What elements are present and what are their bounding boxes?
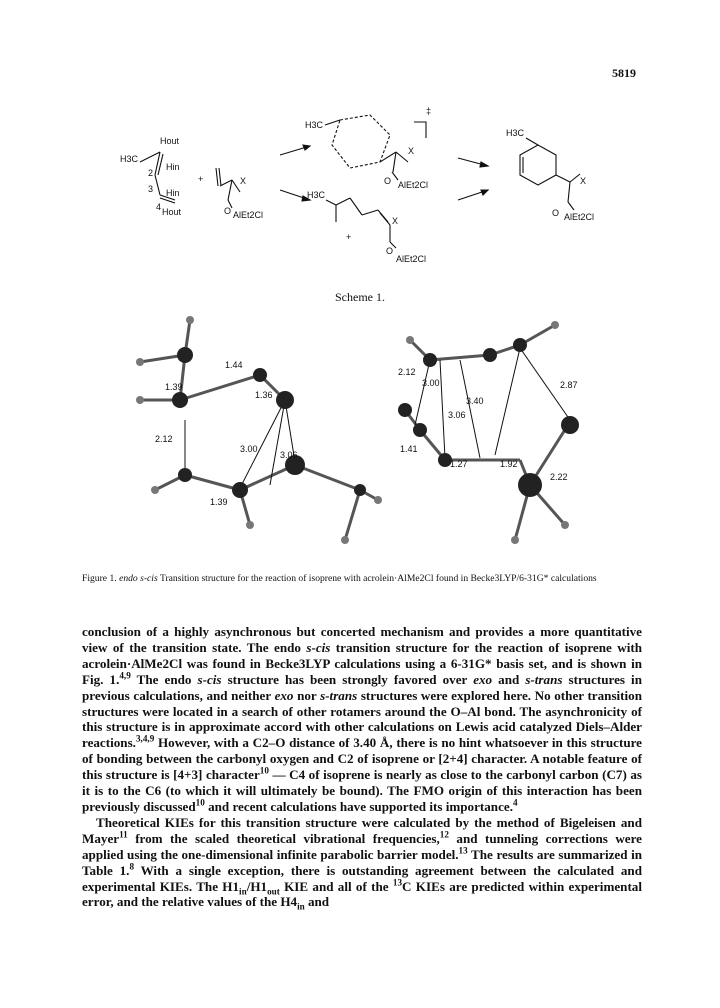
h1-in-label: Hin [166,162,180,172]
carbon-2-label: 2 [148,168,154,178]
reaction-scheme [100,100,620,310]
distance-label: 1.44 [225,360,243,370]
scheme-caption: Scheme 1. [335,290,385,304]
text-run: and [492,671,526,687]
paragraph-1 [82,624,642,815]
product-al-complex-label: AlEt2Cl [564,212,595,222]
text-italic: s-cis [197,671,222,687]
citation: 4 [512,797,518,808]
distance-label: 2.12 [398,367,416,377]
text-run: transition structure for the reaction of isoprene with acrolein·AlMe2Cl was found in Becke3LYP calculations using a 6-31G* basis set, and is shown in Fig. 1. [82,639,642,687]
subscript: in [239,886,247,897]
text-run: and [304,894,330,910]
x-label: X [240,176,247,186]
distance-label: 3.40 [466,396,484,406]
distance-label: 2.87 [560,380,578,390]
distance-label: 1.39 [165,382,183,392]
page-number: 5819 [612,66,636,80]
carbon-4-label: 4 [156,202,162,212]
text-run: /H1 [246,878,268,894]
superscript: 13 [392,877,403,888]
text-run: nor [293,687,321,703]
text-run: conclusion of a highly asynchronous but concerted mechanism and provides a more quantitative view of the transition state. The endo [82,624,642,655]
transition-structure-figure [110,300,620,562]
text-italic: s-cis [306,639,331,655]
distance-label: 1.92 [500,459,518,469]
figure-caption [82,572,642,585]
distance-label: 3.00 [422,378,440,388]
distance-label: 1.41 [400,444,418,454]
citation: 12 [439,829,449,840]
subscript: in [297,902,305,913]
al-complex-label: AlEt2Cl [233,210,264,220]
text-run: C KIEs are predicted within experimental error, and the relative values of the H4 [82,878,642,910]
zw-methyl-label: H3C [307,190,326,200]
text-run: The endo [130,671,198,687]
text-run: However, with a C2–O distance of 3.40 Å, there is no hint whatsoever in this structure of bonding between the carbonyl oxygen and C2 of isoprene or [2+4] character. A notable feature of this structure is [4+3] character [82,735,642,783]
oxygen-label: O [224,206,232,216]
text-run: — C4 of isoprene is nearly as close to the carbonyl carbon (C7) as it is to the C6 (to which it will ultimately be bound). The FMO origin of this interaction has been previously discussed [82,767,643,814]
h4-out-label: Hout [162,207,182,217]
citation: 11 [119,829,128,840]
product-x-label: X [580,176,587,186]
citation: 10 [195,797,205,808]
ts-methyl-label: H3C [305,120,324,130]
text-run: KIE and all of the [279,878,393,894]
text-italic: exo [274,687,294,703]
text-run: and tunneling corrections were applied using the one-dimensional infinite parabolic barrier model. [82,830,642,862]
citation: 4,9 [119,670,131,681]
ts-x-label: X [408,146,415,156]
zw-plus-sign: + [346,232,352,242]
text-italic: s-trans [320,687,358,703]
distance-label: 1.36 [255,390,273,400]
distance-label: 1.39 [210,497,228,507]
body-text [82,624,643,913]
text-run: structure has been strongly favored over [221,671,474,687]
product-methyl-label: H3C [506,128,525,138]
citation: 13 [458,845,468,856]
caption-scis: s-cis [140,573,158,584]
text-run: structures were explored here. No other transition structures were located in a search of other rotamers around the O–Al bond. The asynchronicity of this structure is in approximate accord with other calculations on Lewis acid catalyzed Diels–Alder reactions. [82,687,642,751]
h4-in-label: Hin [166,188,180,198]
citation: 10 [259,765,269,776]
plus-sign: + [198,174,204,184]
text-run: structures in previous calculations, and neither [82,671,642,703]
ts-oxygen-label: O [384,176,392,186]
h1-out-label: Hout [160,136,180,146]
distance-label: 2.22 [550,472,568,482]
text-run: and recent calculations have supported its importance. [204,798,513,814]
zw-oxygen-label: O [386,246,394,256]
distance-label: 3.06 [448,410,466,420]
zw-al-complex-label: AlEt2Cl [396,254,427,264]
distance-label: 2.12 [155,434,173,444]
caption-text: Transition structure for the reaction of isoprene with acrolein·AlMe2Cl found in Becke3LYP/6-31G* calculations [159,573,597,584]
caption-endo: endo [119,573,138,584]
zw-x-label: X [392,216,399,226]
distance-label: 1.27 [450,459,468,469]
figure-label: Figure 1. [82,573,117,584]
distance-label: 3.00 [240,444,258,454]
text-run: Theoretical KIEs for this transition structure were calculated by the method of Bigeleisen and Mayer [82,814,642,846]
text-italic: s-trans [525,671,563,687]
subscript: out [267,886,280,897]
text-run: The results are summarized in Table 1. [82,846,642,878]
product-oxygen-label: O [552,208,560,218]
carbon-3-label: 3 [148,184,154,194]
text-run: from the scaled theoretical vibrational frequencies, [127,830,440,846]
dagger-symbol: ‡ [426,106,432,116]
distance-label: 3.06 [280,450,298,460]
paragraph-2 [82,814,642,913]
citation: 8 [129,861,135,872]
isoprene-methyl-label: H3C [120,154,139,164]
text-italic: exo [473,671,493,687]
ts-al-complex-label: AlEt2Cl [398,180,429,190]
text-run: With a single exception, there is outstanding agreement between the calculated and experimental KIEs. The H1 [82,862,642,894]
citation: 3,4,9 [135,733,155,744]
